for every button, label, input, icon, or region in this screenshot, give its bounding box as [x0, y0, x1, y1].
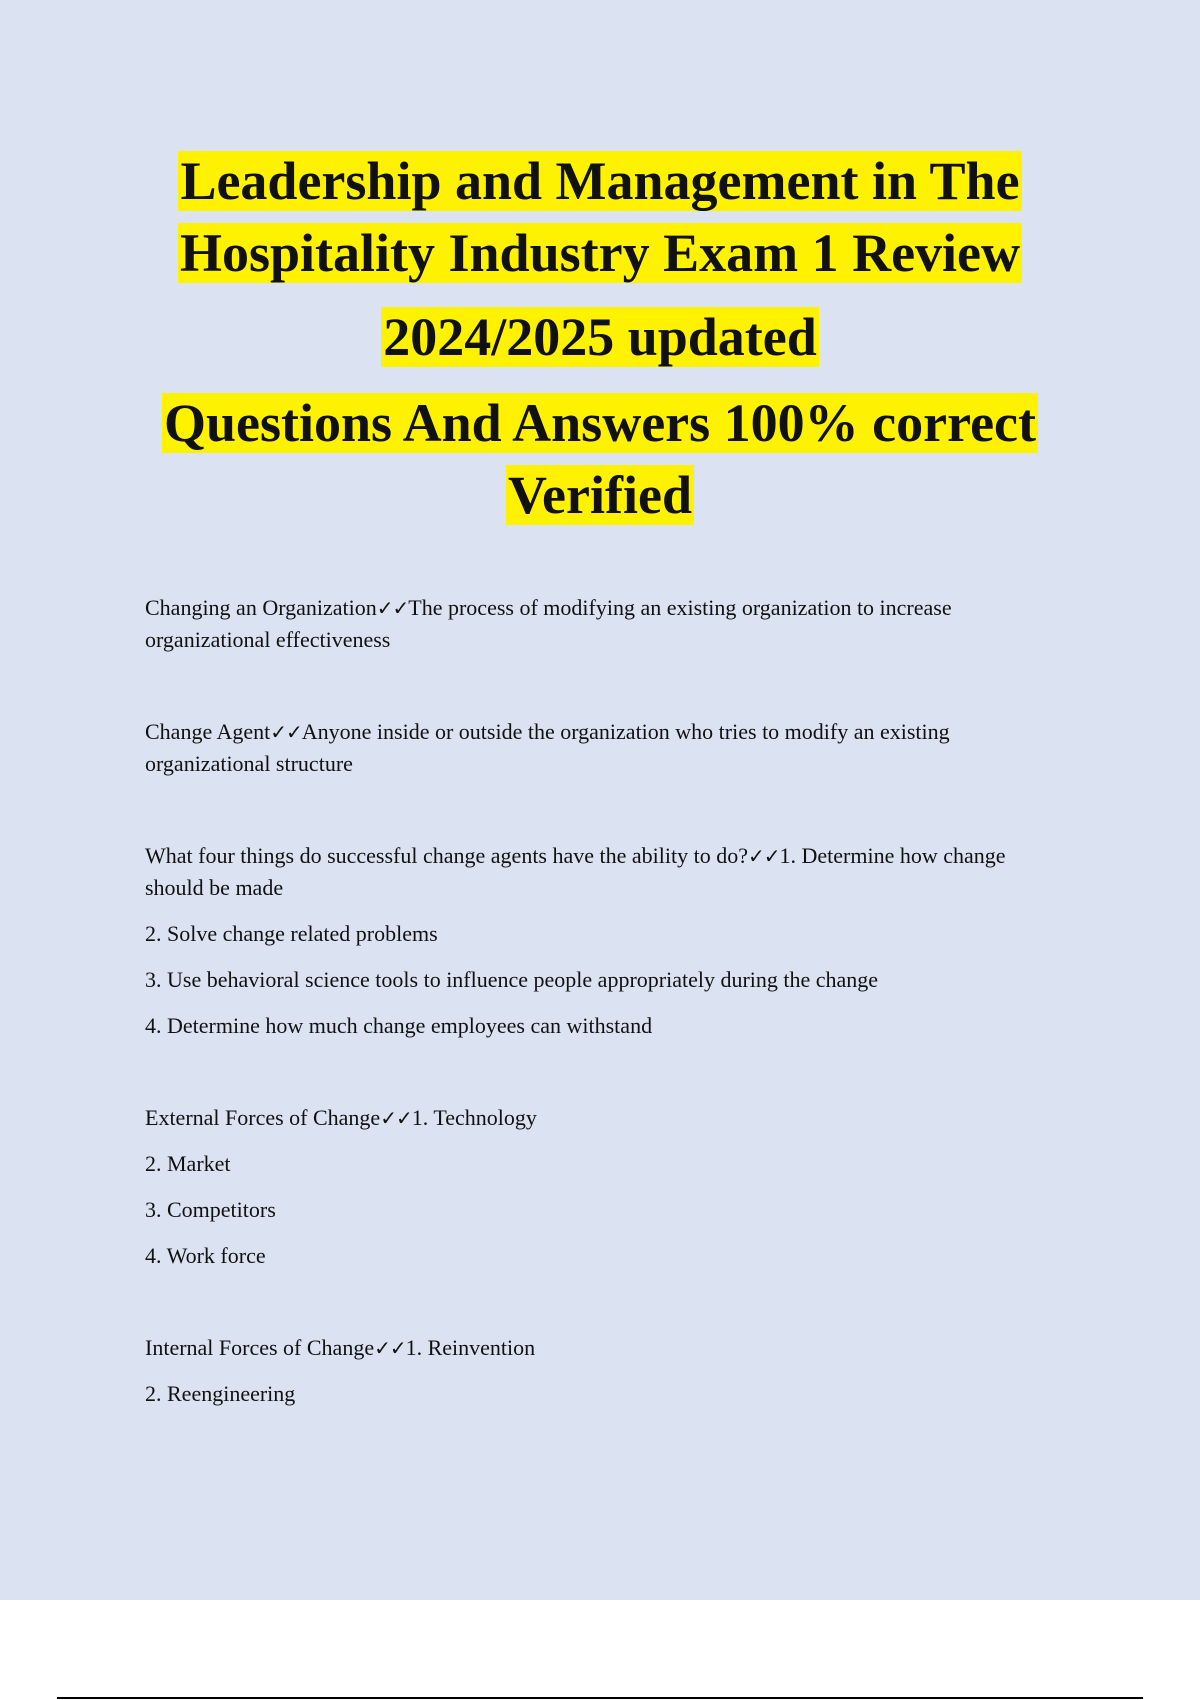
answer: 1. Determine how change should be made: [145, 843, 1006, 900]
answer: The process of modifying an existing organization to increase organizational effectiveness: [145, 595, 952, 652]
title-line-4: Questions And Answers 100% correct: [164, 393, 1036, 453]
qa-entry: [145, 1102, 1055, 1272]
qa-entry: [145, 840, 1055, 1042]
double-check-icon: ✓✓: [376, 596, 409, 620]
answer: 1. Reinvention: [405, 1335, 536, 1360]
list-item: 2. Solve change related problems: [145, 921, 438, 946]
list-item: 3. Use behavioral science tools to influence people appropriately during the change: [145, 967, 879, 992]
double-check-icon: ✓✓: [748, 844, 780, 868]
qa-entry: [145, 592, 1055, 656]
title-line-2: Hospitality Industry Exam 1 Review: [179, 223, 1021, 283]
qa-entry: [145, 716, 1055, 780]
document-title: [0, 145, 1200, 531]
double-check-icon: ✓✓: [380, 1106, 412, 1130]
answer: Anyone inside or outside the organization who tries to modify an existing organizational structure: [145, 719, 950, 776]
title-line-5: Verified: [508, 465, 692, 525]
qa-list: [145, 592, 1055, 1470]
term: Internal Forces of Change: [145, 1335, 375, 1360]
title-line-1: Leadership and Management in The: [180, 151, 1020, 211]
double-check-icon: ✓✓: [374, 1336, 406, 1360]
list-item: 4. Work force: [145, 1243, 266, 1268]
title-line-3: 2024/2025 updated: [383, 307, 817, 367]
term: Change Agent: [145, 719, 271, 744]
answer: 1. Technology: [411, 1105, 537, 1130]
list-item: 4. Determine how much change employees can withstand: [145, 1013, 653, 1038]
term: External Forces of Change: [145, 1105, 381, 1130]
double-check-icon: ✓✓: [270, 720, 302, 744]
qa-entry: [145, 1332, 1055, 1410]
footer-divider: [57, 1697, 1143, 1699]
term: Changing an Organization: [145, 595, 377, 620]
list-item: 2. Market: [145, 1151, 231, 1176]
list-item: 2. Reengineering: [145, 1381, 296, 1406]
list-item: 3. Competitors: [145, 1197, 276, 1222]
term: What four things do successful change agents have the ability to do?: [145, 843, 748, 868]
